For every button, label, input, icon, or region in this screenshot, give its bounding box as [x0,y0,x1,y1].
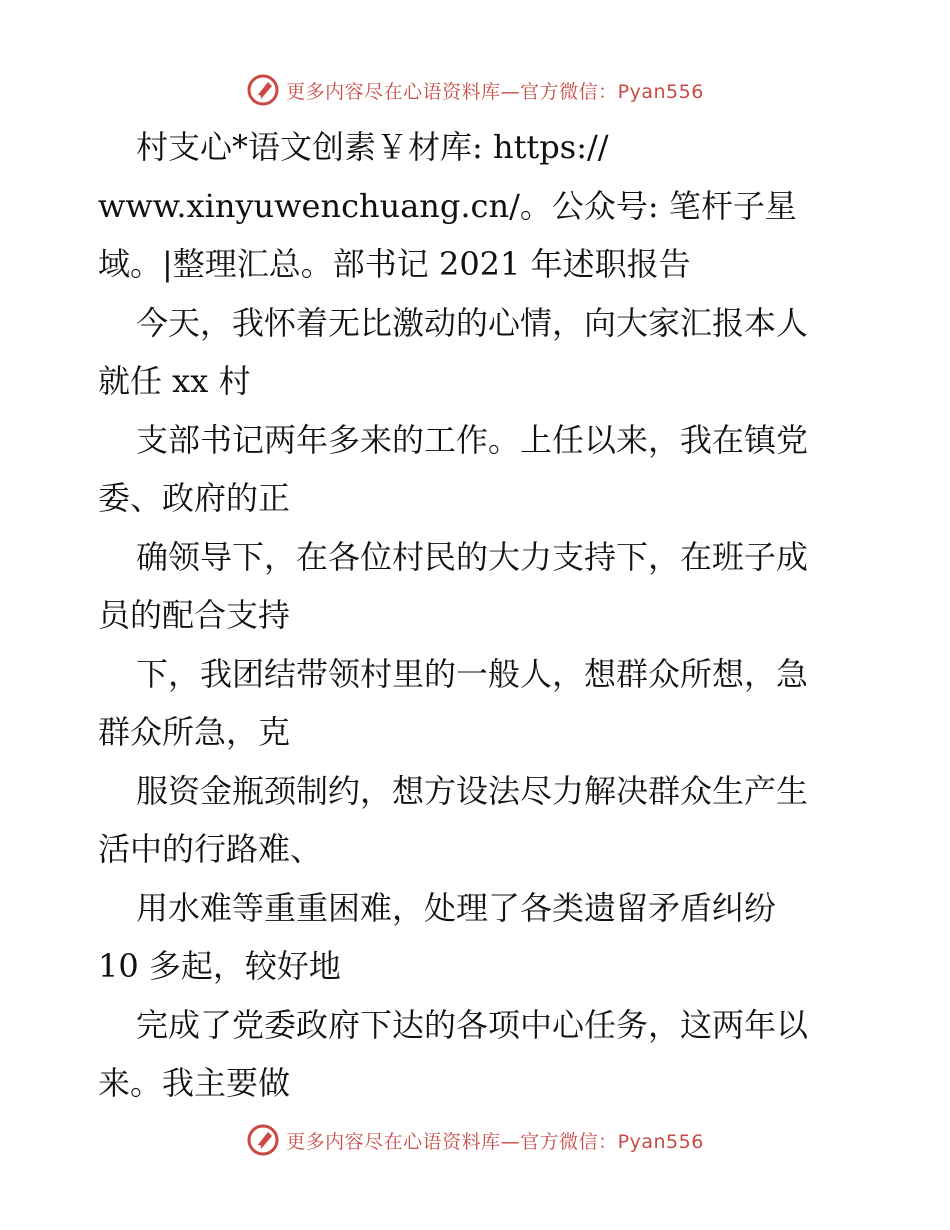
text-line: 村支心*语文创素￥材库: https:// [136,128,609,166]
text-line: 群众所急，克 [98,713,291,751]
pen-nib-logo-icon [246,1123,280,1157]
text-line: 下，我团结带领村里的一般人，想群众所想，急 [136,654,809,693]
text-line: 委、政府的正 [98,479,291,517]
pen-nib-logo-icon [246,73,280,107]
text-line: 完成了党委政府下达的各项中心任务，这两年以 [136,1005,809,1044]
text-line: 用水难等重重困难，处理了各类遗留矛盾纠纷 [136,888,777,927]
text-line: 就任 xx 村 [98,362,251,400]
text-line: 今天，我怀着无比激动的心情，向大家汇报本人 [136,303,809,342]
text-line: 域。|整理汇总。部书记 2021 年述职报告 [98,245,691,283]
text-line: 10 多起，较好地 [98,947,341,985]
text-line: 确领导下，在各位村民的大力支持下，在班子成 [136,537,809,576]
text-line: 员的配合支持 [98,596,291,634]
text-line: 活中的行路难、 [98,830,323,868]
text-line: 服资金瓶颈制约，想方设法尽力解决群众生产生 [136,771,809,810]
header-watermark-banner [0,70,950,110]
text-line: 来。我主要做 [98,1064,291,1102]
footer-watermark-text: 更多内容尽在心语资料库—官方微信：Pyan556 [286,1130,704,1153]
text-line: www.xinyuwenchuang.cn/。公众号: 笔杆子星 [98,186,797,225]
text-line: 支部书记两年多来的工作。上任以来，我在镇党 [136,420,809,459]
header-watermark-text: 更多内容尽在心语资料库—官方微信：Pyan556 [286,80,704,103]
footer-watermark-banner [0,1120,950,1160]
document-body [98,118,858,1113]
